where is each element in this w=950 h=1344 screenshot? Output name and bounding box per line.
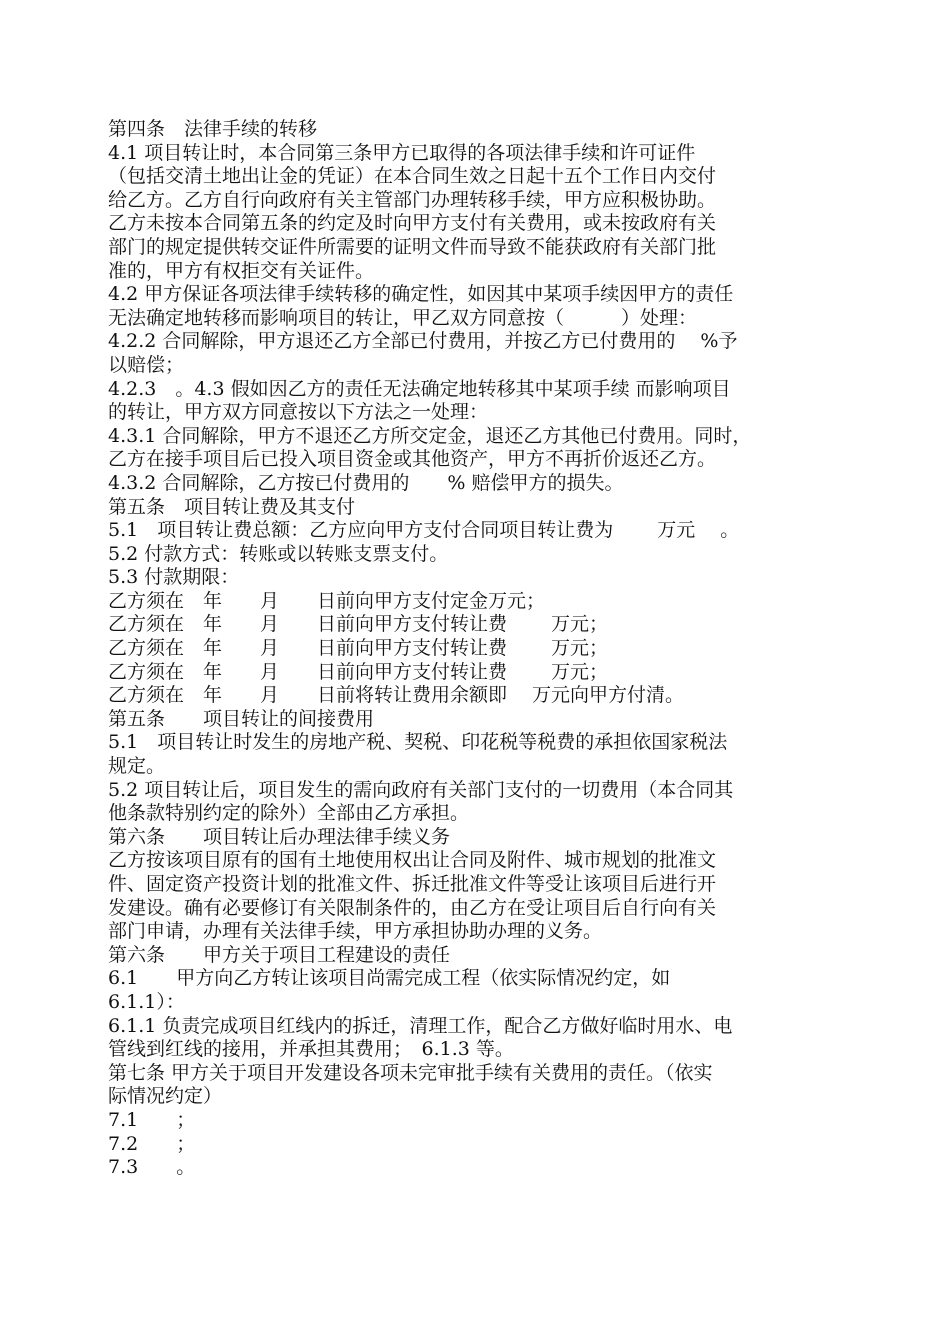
document-line: 5.2 项目转让后，项目发生的需向政府有关部门支付的一切费用（本合同其 xyxy=(108,778,734,801)
document-line: 以赔偿； xyxy=(108,353,185,376)
document-line: 7.3 。 xyxy=(108,1156,196,1179)
document-line: 给乙方。乙方自行向政府有关主管部门办理转移手续，甲方应积极协助。 xyxy=(108,188,717,211)
document-line: 6.1 甲方向乙方转让该项目尚需完成工程（依实际情况约定，如 xyxy=(108,967,671,990)
document-line: 件、固定资产投资计划的批准文件、拆迁批准文件等受让该项目后进行开 xyxy=(108,873,717,895)
document-page xyxy=(108,118,860,1180)
document-line: 4.3.2 合同解除，乙方按已付费用的 % 赔偿甲方的损失。 xyxy=(108,471,624,494)
document-line: 4.2.3 。4.3 假如因乙方的责任无法确定地转移其中某项手续 而影响项目 xyxy=(108,377,731,400)
document-line: 4.2 甲方保证各项法律手续转移的确定性，如因其中某项手续因甲方的责任 xyxy=(108,283,734,306)
document-line: 乙方须在 年 月 日前向甲方支付定金万元； xyxy=(108,589,546,612)
document-line: 4.3.1 合同解除，甲方不退还乙方所交定金，退还乙方其他已付费用。同时， xyxy=(108,424,752,447)
document-line: 乙方未按本合同第五条的约定及时向甲方支付有关费用，或未按政府有关 xyxy=(108,212,717,235)
document-line: 准的，甲方有权拒交有关证件。 xyxy=(108,259,375,282)
document-line: 际情况约定） xyxy=(108,1085,223,1108)
document-line: 部门申请，办理有关法律手续，甲方承担协助办理的义务。 xyxy=(108,920,603,943)
document-line: 乙方须在 年 月 日前向甲方支付转让费 万元； xyxy=(108,613,609,636)
document-line: 5.1 项目转让费总额：乙方应向甲方支付合同项目转让费为 万元 。 xyxy=(108,519,740,542)
document-line: 他条款特别约定的除外）全部由乙方承担。 xyxy=(108,802,470,825)
document-line: 第七条 甲方关于项目开发建设各项未完审批手续有关费用的责任。（依实 xyxy=(108,1061,713,1084)
document-line: 5.3 付款期限： xyxy=(108,566,240,589)
document-line: 4.1 项目转让时，本合同第三条甲方已取得的各项法律手续和许可证件 xyxy=(108,141,696,164)
document-line: 乙方按该项目原有的国有土地使用权出让合同及附件、城市规划的批准文 xyxy=(108,849,717,872)
document-line: 乙方在接手项目后已投入项目资金或其他资产，甲方不再折价返还乙方。 xyxy=(108,448,717,471)
document-line: 7.2 ； xyxy=(108,1132,196,1155)
document-line: 第六条 甲方关于项目工程建设的责任 xyxy=(108,943,451,966)
document-line: 7.1 ； xyxy=(108,1108,196,1131)
document-line: 6.1.1）： xyxy=(108,990,185,1013)
document-line: 部门的规定提供转交证件所需要的证明文件而导致不能获政府有关部门批 xyxy=(108,235,717,258)
document-line: 的转让，甲方双方同意按以下方法之一处理： xyxy=(108,401,489,424)
document-line: 发建设。确有必要修订有关限制条件的，由乙方在受让项目后自行向有关 xyxy=(108,896,717,919)
document-line: 第五条 项目转让的间接费用 xyxy=(108,707,375,730)
document-line: 4.2.2 合同解除，甲方退还乙方全部已付费用，并按乙方已付费用的 %予 xyxy=(108,330,738,353)
document-line: 乙方须在 年 月 日前将转让费用余额即 万元向甲方付清。 xyxy=(108,684,685,707)
document-line: （包括交清土地出让金的凭证）在本合同生效之日起十五个工作日内交付 xyxy=(108,165,717,188)
document-line: 第四条 法律手续的转移 xyxy=(108,118,318,140)
document-line: 乙方须在 年 月 日前向甲方支付转让费 万元； xyxy=(108,660,609,683)
document-line: 5.1 项目转让时发生的房地产税、契税、印花税等税费的承担依国家税法 xyxy=(108,731,728,754)
document-line: 6.1.1 负责完成项目红线内的拆迁，清理工作，配合乙方做好临时用水、电 xyxy=(108,1014,733,1037)
document-line: 第五条 项目转让费及其支付 xyxy=(108,495,356,518)
document-line: 第六条 项目转让后办理法律手续义务 xyxy=(108,825,451,848)
document-line: 乙方须在 年 月 日前向甲方支付转让费 万元； xyxy=(108,637,609,660)
document-line: 5.2 付款方式：转账或以转账支票支付。 xyxy=(108,542,449,565)
document-line: 无法确定地转移而影响项目的转让，甲乙双方同意按（ ）处理： xyxy=(108,306,698,329)
document-line: 规定。 xyxy=(108,755,166,778)
document-line: 管线到红线的接用，并承担其费用； 6.1.3 等。 xyxy=(108,1038,514,1061)
